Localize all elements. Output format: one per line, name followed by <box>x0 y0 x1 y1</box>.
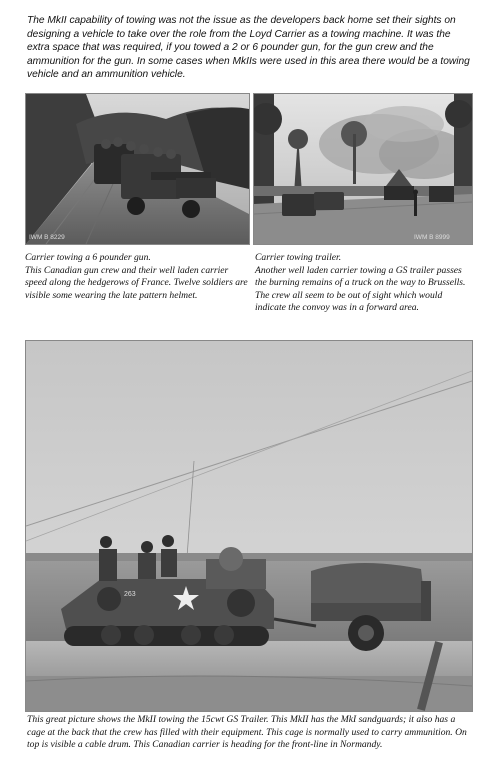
photo-carrier-towing-gun <box>25 93 250 245</box>
caption-right <box>255 252 473 315</box>
photo-watermark: IWM B 8999 <box>414 234 450 241</box>
caption-left-title: Carrier towing a 6 pounder gun. <box>25 252 151 263</box>
caption-left <box>25 252 250 302</box>
caption-bottom: This great picture shows the MkII towing the 15cwt GS Trailer. This MkII has the MkI sandguards; it also has a cage at the back that the crew has filled with their equipment. This cage is normally used to carry ammunition. On top is visible a cable drum. This Canadian carrier is heading for the front-line in Normandy. <box>27 714 467 751</box>
caption-right-title: Carrier towing trailer. <box>255 252 342 263</box>
vehicle-number: 263 <box>124 591 136 598</box>
photo-mkii-towing-gs-trailer <box>25 340 473 712</box>
intro-paragraph: The MkII capability of towing was not the issue as the developers back home set their sights on designing a vehicle to take over the role from the Loyd Carrier as a towing machine. It was the extra space that was required, if you towed a 2 or 6 pounder gun, for the gun crew and the ammunition for the gun. In some cases when MkIIs were used in this area there would be a towing vehicle and an ammunition vehicle. <box>27 15 470 81</box>
caption-right-body: Another well laden carrier towing a GS trailer passes the burning remains of a truck on the way to Brussells. The crew all seem to be out of sight which would indicate the convoy was in a forward area. <box>255 264 466 314</box>
caption-left-body: This Canadian gun crew and their well laden carrier speed along the hedgerows of France. Twelve soldiers are visible some wearing the late pattern helmet. <box>25 264 248 301</box>
photo-watermark: IWM B 8229 <box>29 234 65 241</box>
photo-carrier-towing-trailer <box>253 93 473 245</box>
